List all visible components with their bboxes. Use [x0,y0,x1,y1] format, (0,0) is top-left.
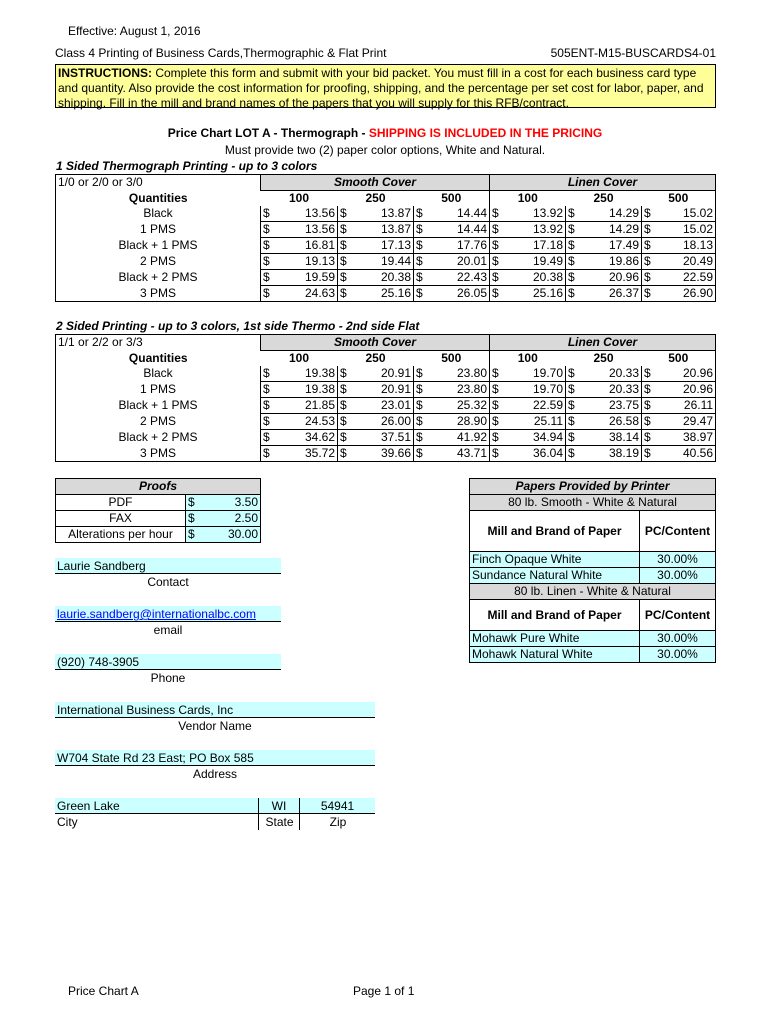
zip-label: Zip [299,814,376,830]
currency-symbol: $ [261,254,279,270]
price-value[interactable]: 20.38 [508,270,566,286]
price-value[interactable]: 19.86 [584,254,642,270]
color-option-label: Black [56,366,261,382]
currency-symbol: $ [490,446,508,462]
price-value[interactable]: 19.70 [508,366,566,382]
city-state-zip-field [55,798,375,830]
currency-symbol: $ [414,382,432,398]
currency-symbol: $ [414,206,432,222]
currency-symbol: $ [186,495,206,511]
price-value[interactable]: 26.90 [660,286,716,302]
currency-symbol: $ [338,222,356,238]
table-row [56,238,716,254]
price-value[interactable]: 38.14 [584,430,642,446]
price-value[interactable]: 25.16 [508,286,566,302]
section2-heading: 2 Sided Printing - up to 3 colors, 1st side Thermo - 2nd side Flat [56,319,420,333]
currency-symbol: $ [642,238,660,254]
currency-symbol: $ [414,366,432,382]
price-chart-title [0,126,770,140]
price-value[interactable]: 20.96 [660,382,716,398]
price-value[interactable]: 20.91 [356,382,414,398]
price-value[interactable]: 24.63 [279,286,338,302]
phone-field [55,654,281,686]
price-value[interactable]: 13.56 [279,206,338,222]
currency-symbol: $ [490,238,508,254]
paper-name[interactable]: Mohawk Natural White [470,647,640,663]
quantity-header: 100 [288,191,310,205]
contact-field [55,558,281,590]
currency-symbol: $ [186,527,206,543]
currency-symbol: $ [261,238,279,254]
price-value[interactable]: 20.96 [584,270,642,286]
color-option-label: Black + 2 PMS [56,270,261,286]
zip-input[interactable]: 54941 [299,798,375,814]
price-value[interactable]: 39.66 [356,446,414,462]
currency-symbol: $ [338,446,356,462]
currency-symbol: $ [261,446,279,462]
table-row [56,254,716,270]
color-option-label: Black + 1 PMS [56,238,261,254]
currency-symbol: $ [490,382,508,398]
price-value[interactable]: 20.91 [356,366,414,382]
currency-symbol: $ [642,286,660,302]
instructions-label: INSTRUCTIONS: [58,66,152,80]
price-value[interactable]: 34.94 [508,430,566,446]
currency-symbol: $ [566,238,584,254]
price-value[interactable]: 17.49 [584,238,642,254]
quantity-header: 250 [365,191,386,205]
currency-symbol: $ [566,366,584,382]
price-value[interactable]: 23.80 [432,366,490,382]
price-value[interactable]: 35.72 [279,446,338,462]
paper-pc[interactable]: 30.00% [640,647,716,663]
price-value[interactable]: 26.05 [432,286,490,302]
price-value[interactable]: 14.44 [432,222,490,238]
currency-symbol: $ [338,414,356,430]
table-row [56,382,716,398]
color-option-label: Black [56,206,261,222]
currency-symbol: $ [338,366,356,382]
instructions-text: Complete this form and submit with your bid packet. You must fill in a cost for each business card type and quantity. Also provide the cost information for proofing, shipping, and the percentage per set cost for labor, paper, and shipping. Fill in the mill and brand names of the papers that you will supply for this RFB/contract. [58,66,704,110]
proofs-table [55,478,261,543]
quantity-header: 500 [642,191,716,207]
currency-symbol: $ [490,430,508,446]
table-row [56,414,716,430]
currency-symbol: $ [414,270,432,286]
smooth-cover-header: Smooth Cover [261,175,490,191]
price-value[interactable]: 25.11 [508,414,566,430]
currency-symbol: $ [261,222,279,238]
currency-symbol: $ [490,206,508,222]
paper-pc[interactable]: 30.00% [640,552,716,568]
currency-symbol: $ [490,222,508,238]
price-value[interactable]: 26.58 [584,414,642,430]
currency-symbol: $ [642,206,660,222]
color-option-label: Black + 2 PMS [56,430,261,446]
currency-symbol: $ [490,254,508,270]
table-row [56,366,716,382]
linen-cover-header: Linen Cover [490,175,716,191]
cover-header-row [56,335,716,351]
state-input[interactable]: WI [258,798,299,814]
color-option-label: Black + 1 PMS [56,398,261,414]
shipping-included-notice: SHIPPING IS INCLUDED IN THE PRICING [368,126,603,140]
currency-symbol: $ [186,511,206,527]
price-value[interactable]: 20.01 [432,254,490,270]
proofs-heading: Proofs [56,479,261,495]
price-chart-title-main: Price Chart LOT A - Thermograph - [167,126,369,140]
table-row [56,222,716,238]
price-value[interactable]: 22.43 [432,270,490,286]
city-label: City [57,815,78,829]
price-value[interactable]: 21.85 [279,398,338,414]
currency-symbol: $ [338,238,356,254]
price-value[interactable]: 19.44 [356,254,414,270]
price-value[interactable]: 15.02 [660,206,716,222]
currency-symbol: $ [566,430,584,446]
paper-pc[interactable]: 30.00% [640,631,716,647]
currency-symbol: $ [338,382,356,398]
price-value[interactable]: 18.13 [660,238,716,254]
currency-symbol: $ [566,254,584,270]
price-value[interactable]: 25.16 [356,286,414,302]
email-link[interactable]: laurie.sandberg@internationalbc.com [57,607,256,621]
phone-label: Phone [150,671,186,685]
color-option-label: 3 PMS [56,446,261,462]
paper-name[interactable]: Mohawk Pure White [470,631,640,647]
price-value[interactable]: 19.38 [279,366,338,382]
currency-symbol: $ [338,254,356,270]
cover-header-row [56,175,716,191]
email-field [55,606,281,638]
email-input[interactable] [55,606,281,622]
price-value[interactable]: 20.33 [584,382,642,398]
smooth-cover-header: Smooth Cover [261,335,490,351]
quantities-label: Quantities [56,351,261,367]
currency-symbol: $ [414,414,432,430]
price-value[interactable]: 43.71 [432,446,490,462]
proof-label: Alterations per hour [56,527,186,543]
price-value[interactable]: 13.87 [356,206,414,222]
price-value[interactable]: 15.02 [660,222,716,238]
phone-input[interactable]: (920) 748-3905 [55,654,281,670]
currency-symbol: $ [642,254,660,270]
price-value[interactable]: 13.92 [508,206,566,222]
price-value[interactable]: 17.18 [508,238,566,254]
price-value[interactable]: 36.04 [508,446,566,462]
vendor-name-input[interactable]: International Business Cards, Inc [55,702,375,718]
currency-symbol: $ [642,446,660,462]
quantity-header: 250 [593,191,614,205]
price-value[interactable]: 26.11 [660,398,716,414]
proof-price[interactable]: 3.50 [206,495,261,511]
section1-heading: 1 Sided Thermograph Printing - up to 3 colors [56,159,318,173]
currency-symbol: $ [338,270,356,286]
ink-option-label: 1/0 or 2/0 or 3/0 [56,175,261,191]
price-value[interactable]: 38.19 [584,446,642,462]
price-value[interactable]: 13.92 [508,222,566,238]
currency-symbol: $ [414,222,432,238]
table-row [56,286,716,302]
currency-symbol: $ [490,398,508,414]
currency-symbol: $ [566,270,584,286]
currency-symbol: $ [490,414,508,430]
currency-symbol: $ [642,270,660,286]
currency-symbol: $ [414,430,432,446]
currency-symbol: $ [261,270,279,286]
currency-symbol: $ [566,398,584,414]
instructions-box [55,64,716,108]
papers-smooth-heading: 80 lb. Smooth - White & Natural [470,495,716,511]
currency-symbol: $ [414,286,432,302]
currency-symbol: $ [261,366,279,382]
address-field [55,750,375,782]
currency-symbol: $ [261,398,279,414]
price-value[interactable]: 29.47 [660,414,716,430]
proof-label: FAX [56,511,186,527]
quantities-label: Quantities [56,191,261,207]
currency-symbol: $ [566,286,584,302]
quantity-header: 100 [490,191,566,207]
quantity-header: 250 [365,351,386,365]
price-value[interactable]: 13.87 [356,222,414,238]
price-value[interactable]: 19.49 [508,254,566,270]
currency-symbol: $ [642,222,660,238]
papers-linen-heading: 80 lb. Linen - White & Natural [470,584,716,600]
color-option-label: 1 PMS [56,382,261,398]
proof-price[interactable]: 30.00 [206,527,261,543]
effective-date: Effective: August 1, 2016 [68,24,201,38]
table-row [56,206,716,222]
papers-heading: Papers Provided by Printer [470,479,716,495]
price-value[interactable]: 22.59 [508,398,566,414]
currency-symbol: $ [338,206,356,222]
currency-symbol: $ [414,254,432,270]
price-value[interactable]: 22.59 [660,270,716,286]
contact-input[interactable]: Laurie Sandberg [55,558,281,574]
quantity-header: 100 [288,351,310,365]
currency-symbol: $ [490,286,508,302]
currency-symbol: $ [261,414,279,430]
currency-symbol: $ [566,414,584,430]
paper-name[interactable]: Finch Opaque White [470,552,640,568]
quantity-header: 250 [593,351,614,365]
contact-label: Contact [147,575,189,589]
quantity-header: 500 [441,191,462,205]
currency-symbol: $ [414,398,432,414]
table-row [56,270,716,286]
price-value[interactable]: 23.80 [432,382,490,398]
price-value[interactable]: 17.76 [432,238,490,254]
mill-brand-header: Mill and Brand of Paper [470,600,640,631]
price-value[interactable]: 16.81 [279,238,338,254]
price-value[interactable]: 17.13 [356,238,414,254]
price-value[interactable]: 25.32 [432,398,490,414]
currency-symbol: $ [261,430,279,446]
color-option-label: 3 PMS [56,286,261,302]
mill-brand-header: Mill and Brand of Paper [470,511,640,552]
vendor-name-field [55,702,375,734]
price-value[interactable]: 19.70 [508,382,566,398]
currency-symbol: $ [642,414,660,430]
footer-chart-name: Price Chart A [68,984,139,998]
state-label: State [258,814,300,830]
currency-symbol: $ [261,286,279,302]
currency-symbol: $ [490,366,508,382]
price-value[interactable]: 41.92 [432,430,490,446]
price-value[interactable]: 24.53 [279,414,338,430]
section1-price-table [55,174,716,302]
paper-name[interactable]: Sundance Natural White [470,568,640,584]
quantity-header: 100 [490,351,566,367]
price-value[interactable]: 38.97 [660,430,716,446]
section2-price-table [55,334,716,462]
footer-page-number: Page 1 of 1 [353,984,415,998]
price-value[interactable]: 34.62 [279,430,338,446]
currency-symbol: $ [414,446,432,462]
color-option-label: 1 PMS [56,222,261,238]
email-label: email [153,623,183,637]
price-value[interactable]: 20.38 [356,270,414,286]
quantity-header: 500 [642,351,716,367]
ink-option-label: 1/1 or 2/2 or 3/3 [56,335,261,351]
currency-symbol: $ [261,382,279,398]
city-input[interactable]: Green Lake [55,798,258,814]
quantities-row [56,351,716,367]
color-option-label: 2 PMS [56,414,261,430]
proof-label: PDF [56,495,186,511]
price-value[interactable]: 14.44 [432,206,490,222]
pc-content-header: PC/Content [640,511,716,552]
paper-pc[interactable]: 30.00% [640,568,716,584]
address-input[interactable]: W704 State Rd 23 East; PO Box 585 [55,750,375,766]
pc-content-header: PC/Content [640,600,716,631]
price-value[interactable]: 19.59 [279,270,338,286]
price-value[interactable]: 19.13 [279,254,338,270]
quantity-header: 500 [441,351,462,365]
currency-symbol: $ [261,206,279,222]
class-title: Class 4 Printing of Business Cards,Thermographic & Flat Print [55,46,387,60]
table-row [56,398,716,414]
price-value[interactable]: 26.37 [584,286,642,302]
proof-price[interactable]: 2.50 [206,511,261,527]
address-label: Address [192,767,238,781]
currency-symbol: $ [414,238,432,254]
class-title-line [55,46,716,60]
table-row [56,430,716,446]
price-value[interactable]: 23.01 [356,398,414,414]
linen-cover-header: Linen Cover [490,335,716,351]
price-value[interactable]: 14.29 [584,206,642,222]
currency-symbol: $ [338,430,356,446]
currency-symbol: $ [566,222,584,238]
currency-symbol: $ [338,286,356,302]
currency-symbol: $ [566,382,584,398]
document-code: 505ENT-M15-BUSCARDS4-01 [550,46,716,60]
currency-symbol: $ [338,398,356,414]
currency-symbol: $ [642,430,660,446]
color-option-label: 2 PMS [56,254,261,270]
papers-table [469,478,716,663]
currency-symbol: $ [566,206,584,222]
currency-symbol: $ [490,270,508,286]
currency-symbol: $ [642,366,660,382]
currency-symbol: $ [566,446,584,462]
price-value[interactable]: 23.75 [584,398,642,414]
currency-symbol: $ [642,382,660,398]
price-value[interactable]: 20.33 [584,366,642,382]
price-value[interactable]: 13.56 [279,222,338,238]
price-value[interactable]: 20.49 [660,254,716,270]
price-value[interactable]: 26.00 [356,414,414,430]
price-value[interactable]: 19.38 [279,382,338,398]
currency-symbol: $ [642,398,660,414]
table-row [56,446,716,462]
vendor-name-label: Vendor Name [178,719,252,733]
price-value[interactable]: 40.56 [660,446,716,462]
price-value[interactable]: 28.90 [432,414,490,430]
price-value[interactable]: 20.96 [660,366,716,382]
quantities-row [56,191,716,207]
price-chart-subtitle: Must provide two (2) paper color options, White and Natural. [224,143,546,157]
price-value[interactable]: 37.51 [356,430,414,446]
price-value[interactable]: 14.29 [584,222,642,238]
